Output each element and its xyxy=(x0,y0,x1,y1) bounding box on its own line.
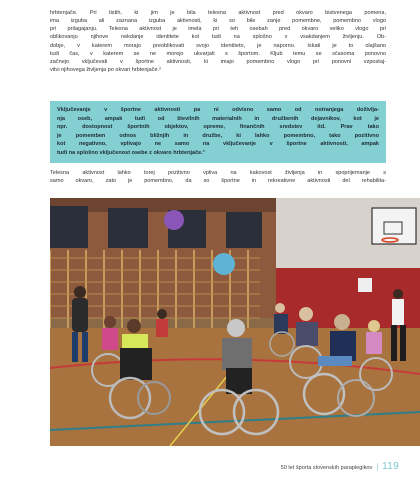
callout-line: npr. dostopnost športnih objektov, opreme, finančnih sredstev itd. Prav tako xyxy=(57,124,379,130)
body-paragraph-2 xyxy=(50,169,386,185)
callout-line: kot negativno, vplivajo ne samo na vključevanje v športne aktivnosti, ampak xyxy=(57,141,379,147)
body-paragraph-1 xyxy=(50,9,386,74)
highlight-callout-box xyxy=(50,101,386,163)
window xyxy=(50,206,88,248)
blue-balloon xyxy=(213,253,235,275)
purple-balloon xyxy=(164,210,184,230)
text-line: ima izguba ali zaznana izguba aktivnosti, ki so bile zanje pomembne, pomembno vlogo xyxy=(50,18,386,25)
text-line: Telesna aktivnost lahko torej pozitivno vpliva na kakovost življenja in spoprijemanje s xyxy=(50,170,386,176)
text-line: začnejo vključevati v športne aktivnosti, ki imajo pomembno vlogo pri ponovni vzpostaj- xyxy=(50,58,386,65)
window xyxy=(108,208,148,248)
photo-illustration xyxy=(50,198,420,446)
callout-text xyxy=(57,106,379,157)
wall-sign xyxy=(358,278,372,292)
window xyxy=(226,212,262,248)
callout-line: nja oseb, ampak tudi od številnih materialnih in družbenih dejavnikov, kot je xyxy=(57,115,379,122)
text-line: oblikovanju njihove nekdanje identitete kot tudi na splošno v vsakdanjem življenju. Ob- xyxy=(50,34,386,41)
wheelchair-user xyxy=(156,309,168,337)
gymnasium-photo xyxy=(50,198,420,446)
text-line: vitvi njihovega življenja po okvari hrbtenjače.² xyxy=(50,67,161,74)
callout-line: tudi na splošno vključenost osebe z okvaro hrbtenjače.³ xyxy=(57,149,205,156)
footer-separator: | xyxy=(376,464,379,471)
text-line: hrbtenjače. Pri tistih, ki jim je bila telesna aktivnost pred okvaro bistvenega pomena, xyxy=(50,10,386,16)
page-number: 119 xyxy=(382,461,399,472)
page-footer xyxy=(281,461,399,472)
text-line: samo okvaro, zato je pomembno, da so športne in rekreativne aktivnosti del rehabilita- xyxy=(50,178,386,185)
callout-line: Vključevanje v športne aktivnosti pa ni odvisno samo od notranjega doživlja- xyxy=(57,107,379,113)
text-line: pri prilagajanju. Telesna aktivnost je imela pri teh osebah pred okvaro veliko vlogo pri xyxy=(50,26,386,33)
callout-line: je pomemben odnos bližnjih in družbe, ki lahko pomembno, tako pozitivno xyxy=(57,132,379,139)
publication-title: 50 let športa slovenskih paraplegikov xyxy=(280,465,373,471)
text-line: dobje, v katerem morajo preoblikovati svojo identiteto, je naporno. Iskati je to olajšano xyxy=(50,42,386,49)
text-line: tudi čas, v katerem se ne morejo ukvarjati s športom. Kljub temu se sčasoma ponovno xyxy=(50,50,386,57)
